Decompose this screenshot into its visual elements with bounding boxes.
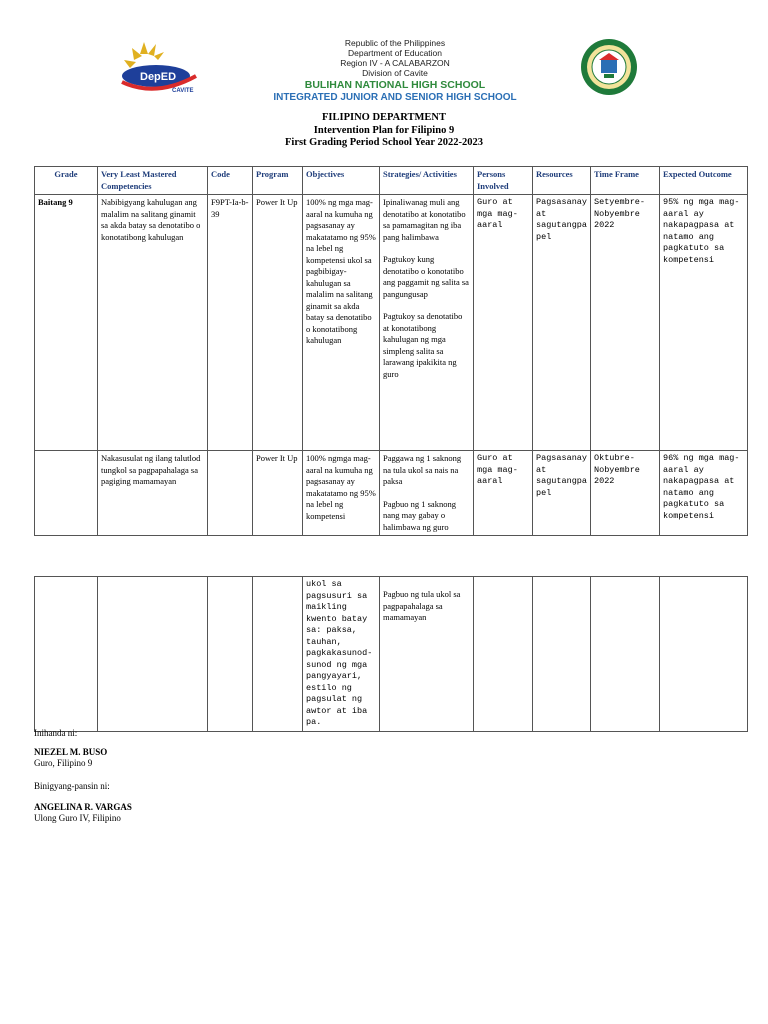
plan-title: Intervention Plan for Filipino 9 bbox=[313, 124, 455, 136]
letterhead-text bbox=[250, 38, 540, 104]
cell-resources bbox=[533, 577, 591, 732]
cell-program: Power It Up bbox=[253, 195, 303, 451]
svg-text:CAVITE: CAVITE bbox=[172, 88, 194, 94]
school-seal-logo bbox=[580, 38, 638, 96]
cell-program: Power It Up bbox=[253, 451, 303, 536]
cell-grade bbox=[35, 451, 98, 536]
cell-time-frame: Setyembre-Nobyembre 2022 bbox=[591, 195, 660, 451]
header-competencies: Very Least Mastered Competencies bbox=[98, 167, 208, 195]
header-grade: Grade bbox=[35, 167, 98, 195]
noted-role: Ulong Guro IV, Filipino bbox=[34, 813, 121, 823]
cell-resources: Pagsasanay at sagutangpa pel bbox=[533, 451, 591, 536]
noted-name-text: ANGELINA R. VARGAS bbox=[34, 802, 132, 812]
header-persons: Persons Involved bbox=[474, 167, 533, 195]
department-title: FILIPINO DEPARTMENT bbox=[322, 112, 446, 123]
header-objectives: Objectives bbox=[303, 167, 380, 195]
svg-text:DepED: DepED bbox=[140, 71, 177, 83]
cell-grade bbox=[35, 577, 98, 732]
continuation-table bbox=[34, 576, 748, 732]
cell-time-frame bbox=[591, 577, 660, 732]
noted-label: Binigyang-pansin ni: bbox=[34, 781, 110, 791]
header-outcome: Expected Outcome bbox=[660, 167, 748, 195]
header-program: Program bbox=[253, 167, 303, 195]
letterhead-line-department: Department of Education bbox=[347, 48, 443, 58]
cell-strategies bbox=[380, 195, 474, 451]
header-time-frame: Time Frame bbox=[591, 167, 660, 195]
letterhead bbox=[0, 32, 768, 108]
table-row bbox=[35, 451, 748, 536]
strategy-item: Ipinaliwanag muli ang denotatibo at konotatibo sa pamamagitan ng iba pang halimbawa bbox=[383, 197, 466, 242]
table-header-row bbox=[35, 167, 748, 195]
prepared-name bbox=[34, 747, 107, 758]
cell-time-frame: Oktubre-Nobyembre 2022 bbox=[591, 451, 660, 536]
cell-persons: Guro at mga mag-aaral bbox=[474, 195, 533, 451]
strategy-item: Pagtukoy kung denotatibo o konotatibo ang paggamit ng salita sa pangungusap bbox=[383, 254, 469, 299]
cell-outcome bbox=[660, 577, 748, 732]
strategy-item: Pagtukoy sa denotatibo at konotatibong kahulugan ng mga simpleng salita sa larawang ipakikita ng guro bbox=[383, 311, 463, 379]
header-resources: Resources bbox=[533, 167, 591, 195]
strategy-item: Paggawa ng 1 saknong na tula ukol sa nais na paksa bbox=[383, 453, 462, 486]
header-code: Code bbox=[208, 167, 253, 195]
intervention-plan-table bbox=[34, 166, 748, 536]
cell-resources: Pagsasanay at sagutangpa pel bbox=[533, 195, 591, 451]
cell-competency: Nakasusulat ng ilang talutlod tungkol sa pagpapahalaga sa pagiging mamamayan bbox=[98, 451, 208, 536]
cell-persons: Guro at mga mag-aaral bbox=[474, 451, 533, 536]
period-title: First Grading Period School Year 2022-2023 bbox=[284, 137, 484, 148]
cell-program bbox=[253, 577, 303, 732]
cell-code bbox=[208, 451, 253, 536]
letterhead-line-region: Region IV - A CALABARZON bbox=[340, 58, 450, 68]
letterhead-line-division: Division of Cavite bbox=[362, 68, 428, 78]
cell-objectives-continued: ukol sa pagsusuri sa maikling kwento batay sa: paksa, tauhan, pagkakasunod-sunod ng mga pangyayari, estilo ng pagsulat ng awtor at iba pa. bbox=[303, 577, 380, 732]
noted-name bbox=[34, 802, 132, 813]
cell-persons bbox=[474, 577, 533, 732]
prepared-name-text: NIEZEL M. BUSO bbox=[34, 747, 108, 757]
cell-outcome: 95% ng mga mag-aaral ay nakapagpasa at natamo ang pagkatuto sa kompetensi bbox=[660, 195, 748, 451]
cell-strategies bbox=[380, 451, 474, 536]
table-row bbox=[35, 577, 748, 732]
deped-cavite-logo bbox=[112, 36, 202, 100]
cell-objectives: 100% ngmga mag-aaral na kumuha ng pagsasanay ay makatatamo ng 95% na lebel ng kompetensi bbox=[303, 451, 380, 536]
table-row bbox=[35, 195, 748, 451]
cell-strategies-continued: Pagbuo ng tula ukol sa pagpapahalaga sa mamamayan bbox=[380, 577, 474, 732]
header-strategies: Strategies/ Activities bbox=[380, 167, 474, 195]
document-titles bbox=[0, 112, 768, 150]
letterhead-line-republic: Republic of the Philippines bbox=[344, 38, 446, 48]
cell-outcome: 96% ng mga mag-aaral ay nakapagpasa at natamo ang pagkatuto sa kompetensi bbox=[660, 451, 748, 536]
prepared-role: Guro, Filipino 9 bbox=[34, 758, 93, 768]
school-subtitle: INTEGRATED JUNIOR AND SENIOR HIGH SCHOOL bbox=[273, 92, 517, 103]
strategy-item: Pagbuo ng 1 saknong nang may gabay o halimbawa ng guro bbox=[383, 498, 456, 532]
school-name: BULIHAN NATIONAL HIGH SCHOOL bbox=[304, 79, 486, 91]
cell-grade: Baitang 9 bbox=[35, 195, 98, 451]
cell-code: F9PT-Ia-b-39 bbox=[208, 195, 253, 451]
cell-code bbox=[208, 577, 253, 732]
cell-competency bbox=[98, 577, 208, 732]
cell-objectives: 100% ng mga mag-aaral na kumuha ng pagsasanay ay makatatamo ng 95% na lebel ng kompetensi ukol sa pagbibigay-kahulugan sa malalim na salitang ginamit sa akda batay sa denotatibo o konotatibong kahulugan bbox=[303, 195, 380, 451]
cell-competency: Nabibigyang kahulugan ang malalim na salitang ginamit sa akda batay sa denotatibo o konotatibong kahulugan bbox=[98, 195, 208, 451]
prepared-label: Inihanda ni: bbox=[34, 728, 78, 738]
